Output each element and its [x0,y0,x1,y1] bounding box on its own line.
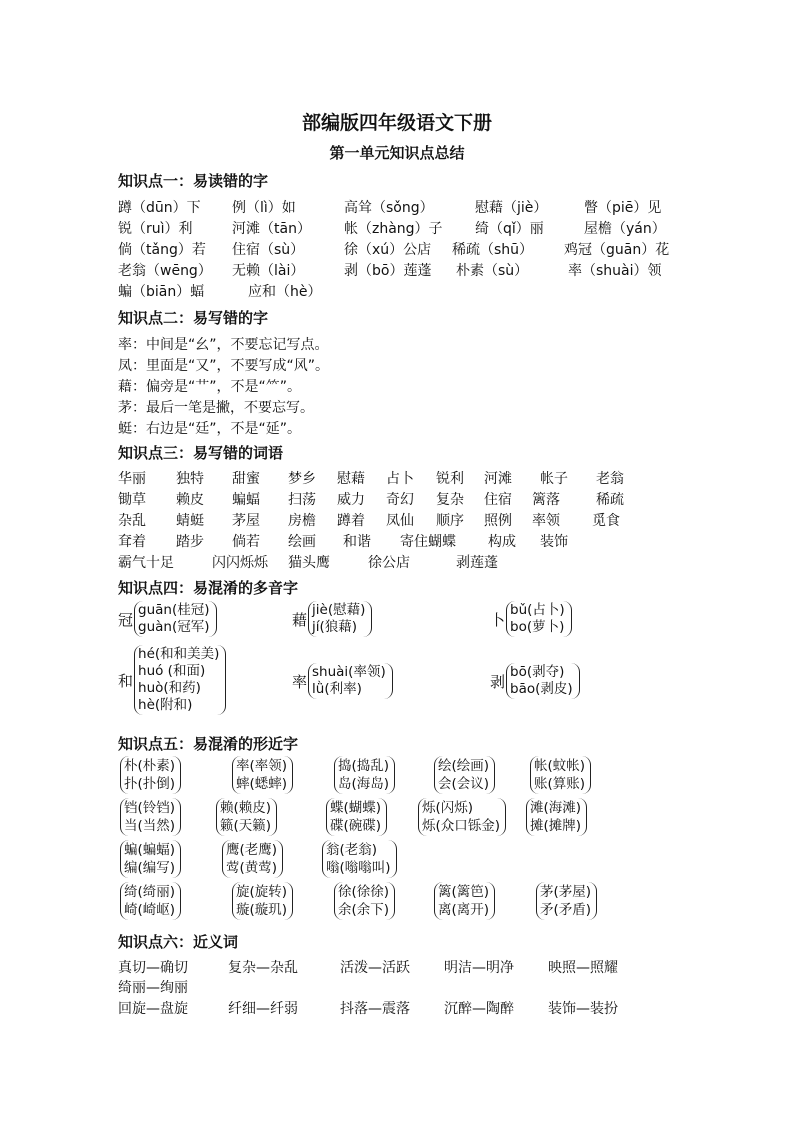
writing-tip: 蜓：右边是“廷”，不是“延”。 [118,421,302,437]
lookalike-word: 烁(闪烁) [422,800,474,816]
lookalike-word: 赖(赖皮) [220,800,272,816]
reading: jiè(慰藉) [312,602,366,618]
word: 稀疏 [596,492,624,508]
word: 杂乱 [118,513,146,529]
reading: bo(萝卜) [510,619,565,635]
word: 房檐 [288,513,316,529]
reading: huó (和面) [138,663,206,679]
polyphone-char: 剥 [490,672,506,691]
word-entry: 锐（ruì）利 [118,221,193,237]
word: 率领 [532,513,560,529]
lookalike-word: 旋(旋转) [236,884,288,900]
synonym-pair: 沉醉—陶醉 [444,1001,514,1017]
synonym-pair: 复杂—杂乱 [228,960,298,976]
reading-bracket [308,601,372,637]
lookalike-word: 滩(海滩) [530,800,582,816]
lookalike-pair [526,798,587,836]
word: 华丽 [118,471,146,487]
lookalike-word: 岛(海岛) [338,776,390,792]
reading-bracket [308,663,393,699]
reading-bracket [506,601,572,637]
word: 蝙蝠 [232,492,260,508]
section-heading: 知识点三：易写错的词语 [118,444,284,462]
reading: bō(剥夺) [510,664,565,680]
word: 照例 [484,513,512,529]
word-entry: 老翁（wēng） [118,263,212,279]
polyphone-group [118,601,217,637]
writing-tip: 凤：里面是“又”，不要写成“风”。 [118,358,330,374]
polyphone-char: 和 [118,671,134,690]
word-entry: 例（lì）如 [232,200,296,216]
lookalike-word: 翁(老翁) [326,842,378,858]
word-entry: 屋檐（yán） [584,221,666,237]
lookalike-word: 矛(矛盾) [540,902,592,918]
lookalike-pair [222,840,283,878]
lookalike-pair [434,882,495,920]
document-subtitle: 第一单元知识点总结 [329,144,465,162]
word: 奇幻 [386,492,414,508]
word: 复杂 [436,492,464,508]
lookalike-pair [334,756,395,794]
lookalike-word: 碟(碗碟) [330,818,382,834]
synonym-pair: 回旋—盘旋 [118,1001,188,1017]
word-entry: 高耸（sǒng） [344,200,434,216]
lookalike-word: 蝶(蝴蝶) [330,800,382,816]
lookalike-pair [120,756,181,794]
lookalike-word: 铛(铃铛) [124,800,176,816]
word: 甜蜜 [232,471,260,487]
lookalike-word: 蝙(蝙蝠) [124,842,176,858]
word-entry: 瞥（piē）见 [584,200,662,216]
word-entry: 倘（tǎng）若 [118,242,206,258]
lookalike-pair [232,756,293,794]
word: 装饰 [540,534,568,550]
synonym-pair: 纤细—纤弱 [228,1001,298,1017]
word: 踏步 [176,534,204,550]
lookalike-word: 籁(天籁) [220,818,272,834]
lookalike-pair [418,798,506,836]
lookalike-pair [120,882,181,920]
lookalike-word: 绘(绘画) [438,758,490,774]
lookalike-word: 捣(捣乱) [338,758,390,774]
lookalike-pair [120,840,181,878]
word: 寄住蝴蝶 [400,534,456,550]
lookalike-word: 嗡(嗡嗡叫) [326,860,391,876]
synonym-pair: 抖落—震落 [340,1001,410,1017]
reading: guàn(冠军) [138,619,210,635]
synonym-pair: 明洁—明净 [444,960,514,976]
polyphone-group [118,645,226,715]
section-heading: 知识点二：易写错的字 [118,309,269,327]
lookalike-pair [434,756,495,794]
word-entry: 绮（qǐ）丽 [475,221,544,237]
reading-bracket [134,601,217,637]
polyphone-group [490,663,580,699]
synonym-pair: 真切—确切 [118,960,188,976]
lookalike-pair [536,882,597,920]
lookalike-pair [322,840,397,878]
lookalike-word: 蟀(蟋蟀) [236,776,288,792]
lookalike-word: 摊(摊牌) [530,818,582,834]
word-entry: 应和（hè） [248,284,322,300]
reading-bracket [134,645,226,715]
lookalike-word: 当(当然) [124,818,176,834]
lookalike-word: 烁(众口铄金) [422,818,501,834]
word: 倘若 [232,534,260,550]
reading: lǜ(利率) [312,681,362,697]
word: 赖皮 [176,492,204,508]
word: 老翁 [596,471,624,487]
section-heading: 知识点四：易混淆的多音字 [118,579,299,597]
lookalike-word: 扑(扑倒) [124,776,176,792]
polyphone-char: 冠 [118,610,134,629]
lookalike-word: 璇(璇玑) [236,902,288,918]
synonym-pair: 映照—照耀 [548,960,618,976]
word: 茅屋 [232,513,260,529]
section-heading: 知识点五：易混淆的形近字 [118,735,299,753]
word: 徐公店 [368,555,410,571]
word: 闪闪烁烁 [212,555,268,571]
lookalike-word: 会(会议) [438,776,490,792]
reading: bāo(剥皮) [510,681,573,697]
lookalike-pair [120,798,181,836]
reading-bracket [506,663,580,699]
word: 住宿 [484,492,512,508]
reading: bǔ(占卜) [510,602,565,618]
synonym-pair: 活泼—活跃 [340,960,410,976]
writing-tip: 茅：最后一笔是撇，不要忘写。 [118,400,314,416]
synonym-pair: 装饰—装扮 [548,1001,618,1017]
word: 霸气十足 [118,555,174,571]
polyphone-group [292,663,393,699]
lookalike-word: 离(离开) [438,902,490,918]
reading: shuài(率领) [312,664,386,680]
word: 扫荡 [288,492,316,508]
lookalike-pair [530,756,591,794]
word: 威力 [337,492,365,508]
word: 顺序 [436,513,464,529]
lookalike-word: 绮(绮丽) [124,884,176,900]
word: 慰藉 [337,471,365,487]
lookalike-word: 莺(黄莺) [226,860,278,876]
word-entry: 帐（zhàng）子 [344,221,443,237]
word: 河滩 [484,471,512,487]
lookalike-word: 篱(篱笆) [438,884,490,900]
reading: jí(狼藉) [312,619,358,635]
reading: huò(和药) [138,680,201,696]
word: 锄草 [118,492,146,508]
word: 构成 [488,534,516,550]
word: 独特 [176,471,204,487]
polyphone-char: 率 [292,672,308,691]
word: 梦乡 [288,471,316,487]
word: 觅食 [592,513,620,529]
lookalike-word: 茅(茅屋) [540,884,592,900]
word: 绘画 [288,534,316,550]
lookalike-word: 鹰(老鹰) [226,842,278,858]
writing-tip: 率：中间是“幺”，不要忘记写点。 [118,337,329,353]
lookalike-pair [216,798,277,836]
reading: hé(和和美美) [138,646,220,662]
lookalike-word: 编(编写) [124,860,176,876]
word-entry: 鸡冠（guān）花 [564,242,670,258]
document-title: 部编版四年级语文下册 [301,112,492,134]
reading: hè(附和) [138,697,193,713]
word-entry: 稀疏（shū） [452,242,534,258]
word-entry: 蹲（dūn）下 [118,200,201,216]
word-entry: 徐（xú）公店 [344,242,432,258]
lookalike-pair [232,882,293,920]
word: 蹲着 [337,513,365,529]
word: 占卜 [386,471,414,487]
reading: guān(桂冠) [138,602,210,618]
word-entry: 无赖（lài） [232,263,305,279]
word-entry: 河滩（tān） [232,221,311,237]
lookalike-pair [326,798,387,836]
synonym-pair: 绮丽—绚丽 [118,980,188,996]
polyphone-char: 卜 [490,610,506,629]
word-entry: 蝙（biān）蝠 [118,284,205,300]
word: 帐子 [540,471,568,487]
word: 剥莲蓬 [456,555,498,571]
lookalike-word: 率(率领) [236,758,288,774]
word-entry: 率（shuài）领 [568,263,662,279]
lookalike-word: 余(余下) [338,902,390,918]
section-heading: 知识点六：近义词 [118,933,239,951]
word: 锐利 [436,471,464,487]
polyphone-group [292,601,372,637]
lookalike-word: 朴(朴素) [124,758,176,774]
lookalike-word: 徐(徐徐) [338,884,390,900]
polyphone-group [490,601,572,637]
word: 蜻蜓 [176,513,204,529]
lookalike-word: 帐(蚊帐) [534,758,586,774]
word: 凤仙 [386,513,414,529]
polyphone-char: 藉 [292,610,308,629]
word: 耷着 [118,534,146,550]
section-heading: 知识点一：易读错的字 [118,172,269,190]
lookalike-word: 账(算账) [534,776,586,792]
lookalike-word: 崎(崎岖) [124,902,176,918]
word: 猫头鹰 [288,555,330,571]
word-entry: 剥（bō）莲蓬 [344,263,432,279]
word: 和谐 [343,534,371,550]
word-entry: 住宿（sù） [232,242,305,258]
lookalike-pair [334,882,395,920]
word: 篱落 [532,492,560,508]
word-entry: 慰藉（jiè） [475,200,548,216]
word-entry: 朴素（sù） [456,263,529,279]
writing-tip: 藉：偏旁是“艹”，不是“⺮”。 [118,379,302,395]
